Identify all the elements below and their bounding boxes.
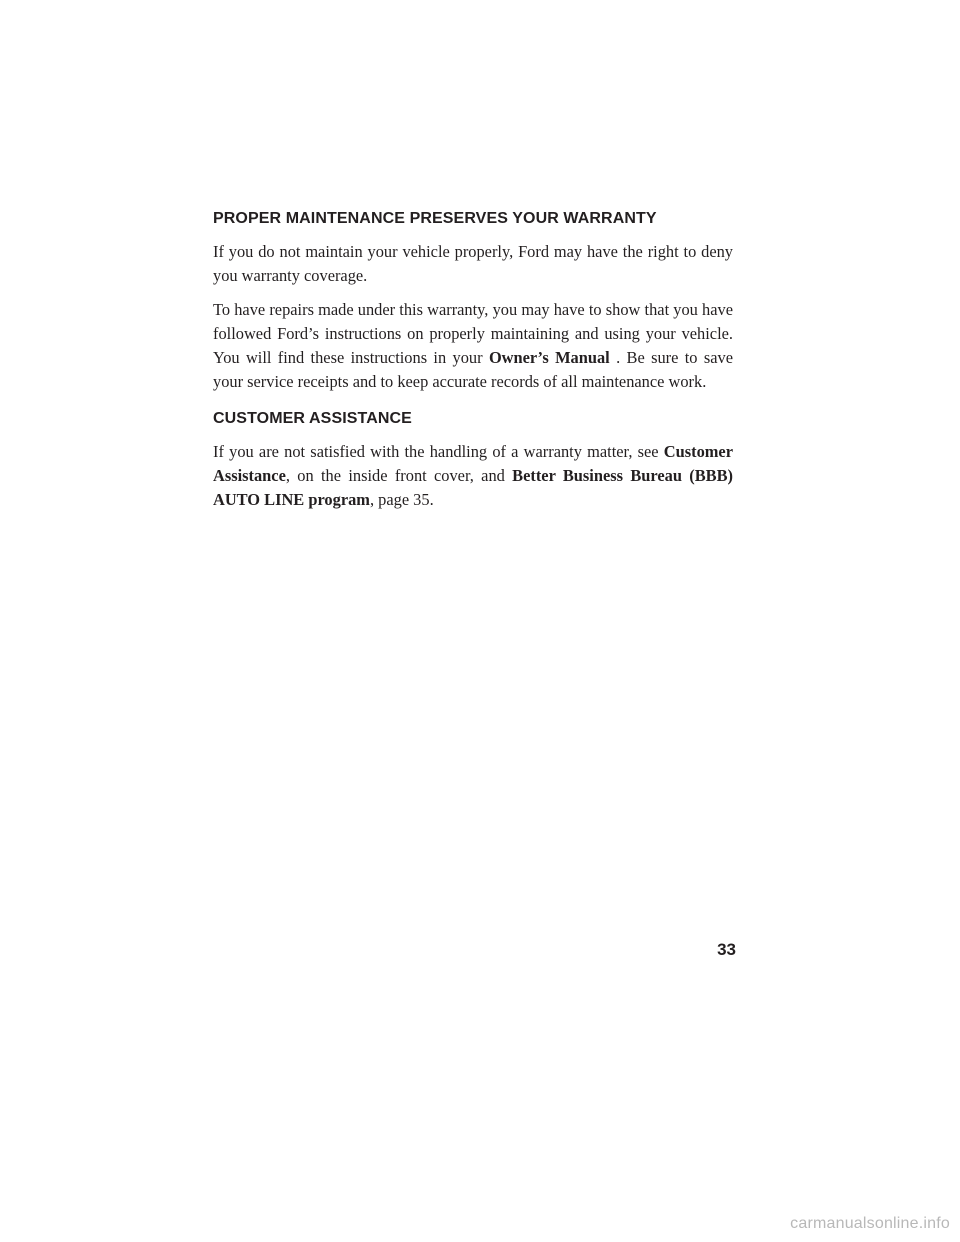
customer-assistance-reference: Customer Assistance xyxy=(213,442,733,485)
paragraph-text: . Be sure to save your service receipts and to keep accurate records of all maintenance work. xyxy=(213,348,733,391)
bbb-auto-line-reference: Better Business Bureau (BBB) AUTO LINE program xyxy=(213,466,733,509)
paragraph-text: , page 35. xyxy=(369,490,434,509)
paragraph-text: If you are not satisfied with the handling of a warranty matter, see xyxy=(213,442,664,461)
paragraph-maintenance-records xyxy=(213,298,733,394)
paragraph-maintenance-coverage: If you do not maintain your vehicle properly, Ford may have the right to deny you warranty coverage. xyxy=(213,242,733,285)
section-heading-maintenance: PROPER MAINTENANCE PRESERVES YOUR WARRANTY xyxy=(213,210,657,227)
paragraph-customer-assistance xyxy=(213,440,733,512)
paragraph-text: To have repairs made under this warranty, you may have to show that you have followed Ford’s instructions on properly maintaining and using your vehicle. You will find these instructions in your xyxy=(213,300,733,367)
page-number: 33 xyxy=(717,940,736,959)
watermark: carmanualsonline.info xyxy=(790,1215,950,1232)
paragraph-text: , on the inside front cover, and xyxy=(285,466,513,485)
owners-manual-reference: Owner’s Manual xyxy=(488,348,610,367)
page-content xyxy=(213,208,733,522)
section-heading-customer-assistance: CUSTOMER ASSISTANCE xyxy=(213,410,412,427)
